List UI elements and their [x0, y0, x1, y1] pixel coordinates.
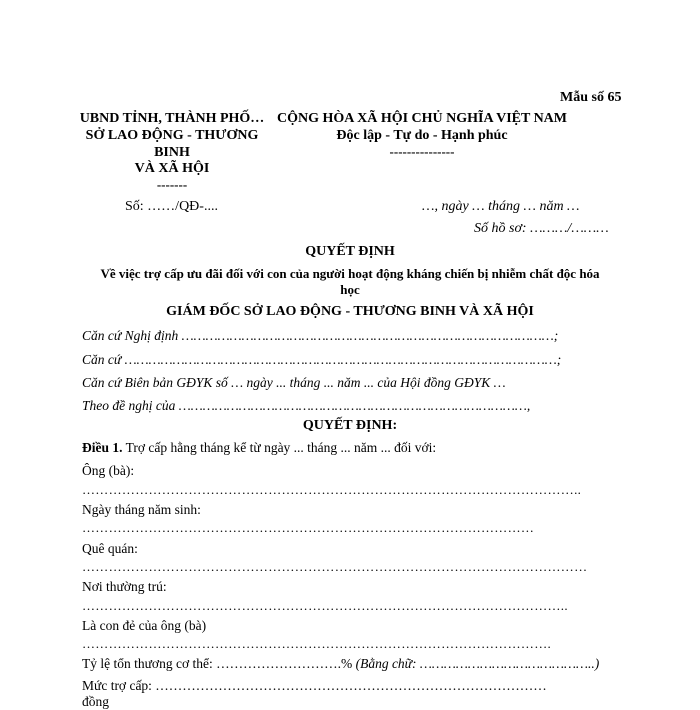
basis-2: Căn cứ ………………………………………………………………………………………………; — [82, 352, 562, 367]
authority: GIÁM ĐỐC SỞ LAO ĐỘNG - THƯƠNG BINH VÀ XÃ HỘI — [166, 304, 534, 319]
left-header-line1: UBND TỈNH, THÀNH PHỐ… — [79, 111, 265, 126]
field-label-name: Ông (bà): — [82, 463, 135, 478]
right-header-separator: --------------- — [389, 144, 455, 159]
allowance-unit: đồng — [82, 694, 109, 709]
article-1-text: Trợ cấp hằng tháng kể từ ngày ... tháng ... năm ... đối với: — [122, 440, 437, 455]
left-header-line3: BINH — [154, 145, 190, 160]
field-dots-residence: ……………………………………………………………………………………………….. — [82, 598, 568, 613]
field-label-hometown: Quê quán: — [82, 541, 138, 556]
date-line: …, ngày … tháng … năm … — [422, 199, 580, 214]
left-header-separator: ------- — [156, 177, 188, 192]
article-1-label: Điều 1. — [82, 440, 123, 455]
injury-rate-in-words: (Bằng chữ: ……………………………………..) — [355, 656, 600, 671]
field-dots-name: ………………………………………………………………………………………………….. — [82, 482, 582, 497]
left-header-line2: SỞ LAO ĐỘNG - THƯƠNG — [85, 128, 259, 143]
injury-rate-label: Tỷ lệ tổn thương cơ thể: ……………………….% — [82, 656, 356, 671]
decides-heading: QUYẾT ĐỊNH: — [302, 418, 398, 433]
basis-1: Căn cứ Nghị định …………………………………………………………………………………; — [82, 328, 559, 343]
document-title: QUYẾT ĐỊNH — [305, 244, 395, 259]
national-title: CỘNG HÒA XÃ HỘI CHỦ NGHĨA VIỆT NAM — [276, 111, 567, 126]
field-dots-parent: ……………………………………………………………………………………………. — [82, 636, 552, 651]
article-1 — [82, 440, 436, 456]
field-label-parent: Là con đẻ của ông (bà) — [82, 618, 207, 633]
national-motto: Độc lập - Tự do - Hạnh phúc — [336, 128, 508, 143]
field-dots-hometown: …………………………………………………………………………………………………… — [82, 559, 588, 574]
file-number: Số hồ sơ: ………/……… — [474, 221, 609, 236]
field-dots-dob: ………………………………………………………………………………………… — [82, 520, 535, 535]
subject-line1: Về việc trợ cấp ưu đãi đối với con của người hoạt động kháng chiến bị nhiễm chất độc hóa — [100, 266, 600, 281]
basis-4: Theo đề nghị của ……………………………………………………………………………, — [82, 398, 531, 413]
injury-rate — [82, 656, 599, 672]
subject-line2: học — [340, 282, 360, 297]
field-label-dob: Ngày tháng năm sinh: — [82, 502, 201, 517]
form-number: Mẫu số 65 — [560, 90, 622, 105]
left-header-line4: VÀ XÃ HỘI — [134, 161, 210, 176]
basis-3: Căn cứ Biên bản GĐYK số … ngày ... tháng ... năm ... của Hội đồng GĐYK … — [82, 375, 506, 390]
allowance-amount: Mức trợ cấp: …………………………………………………………………………… — [82, 678, 547, 693]
decision-number: Số: ……/QĐ-.... — [125, 199, 218, 214]
field-label-residence: Nơi thường trú: — [82, 579, 167, 594]
